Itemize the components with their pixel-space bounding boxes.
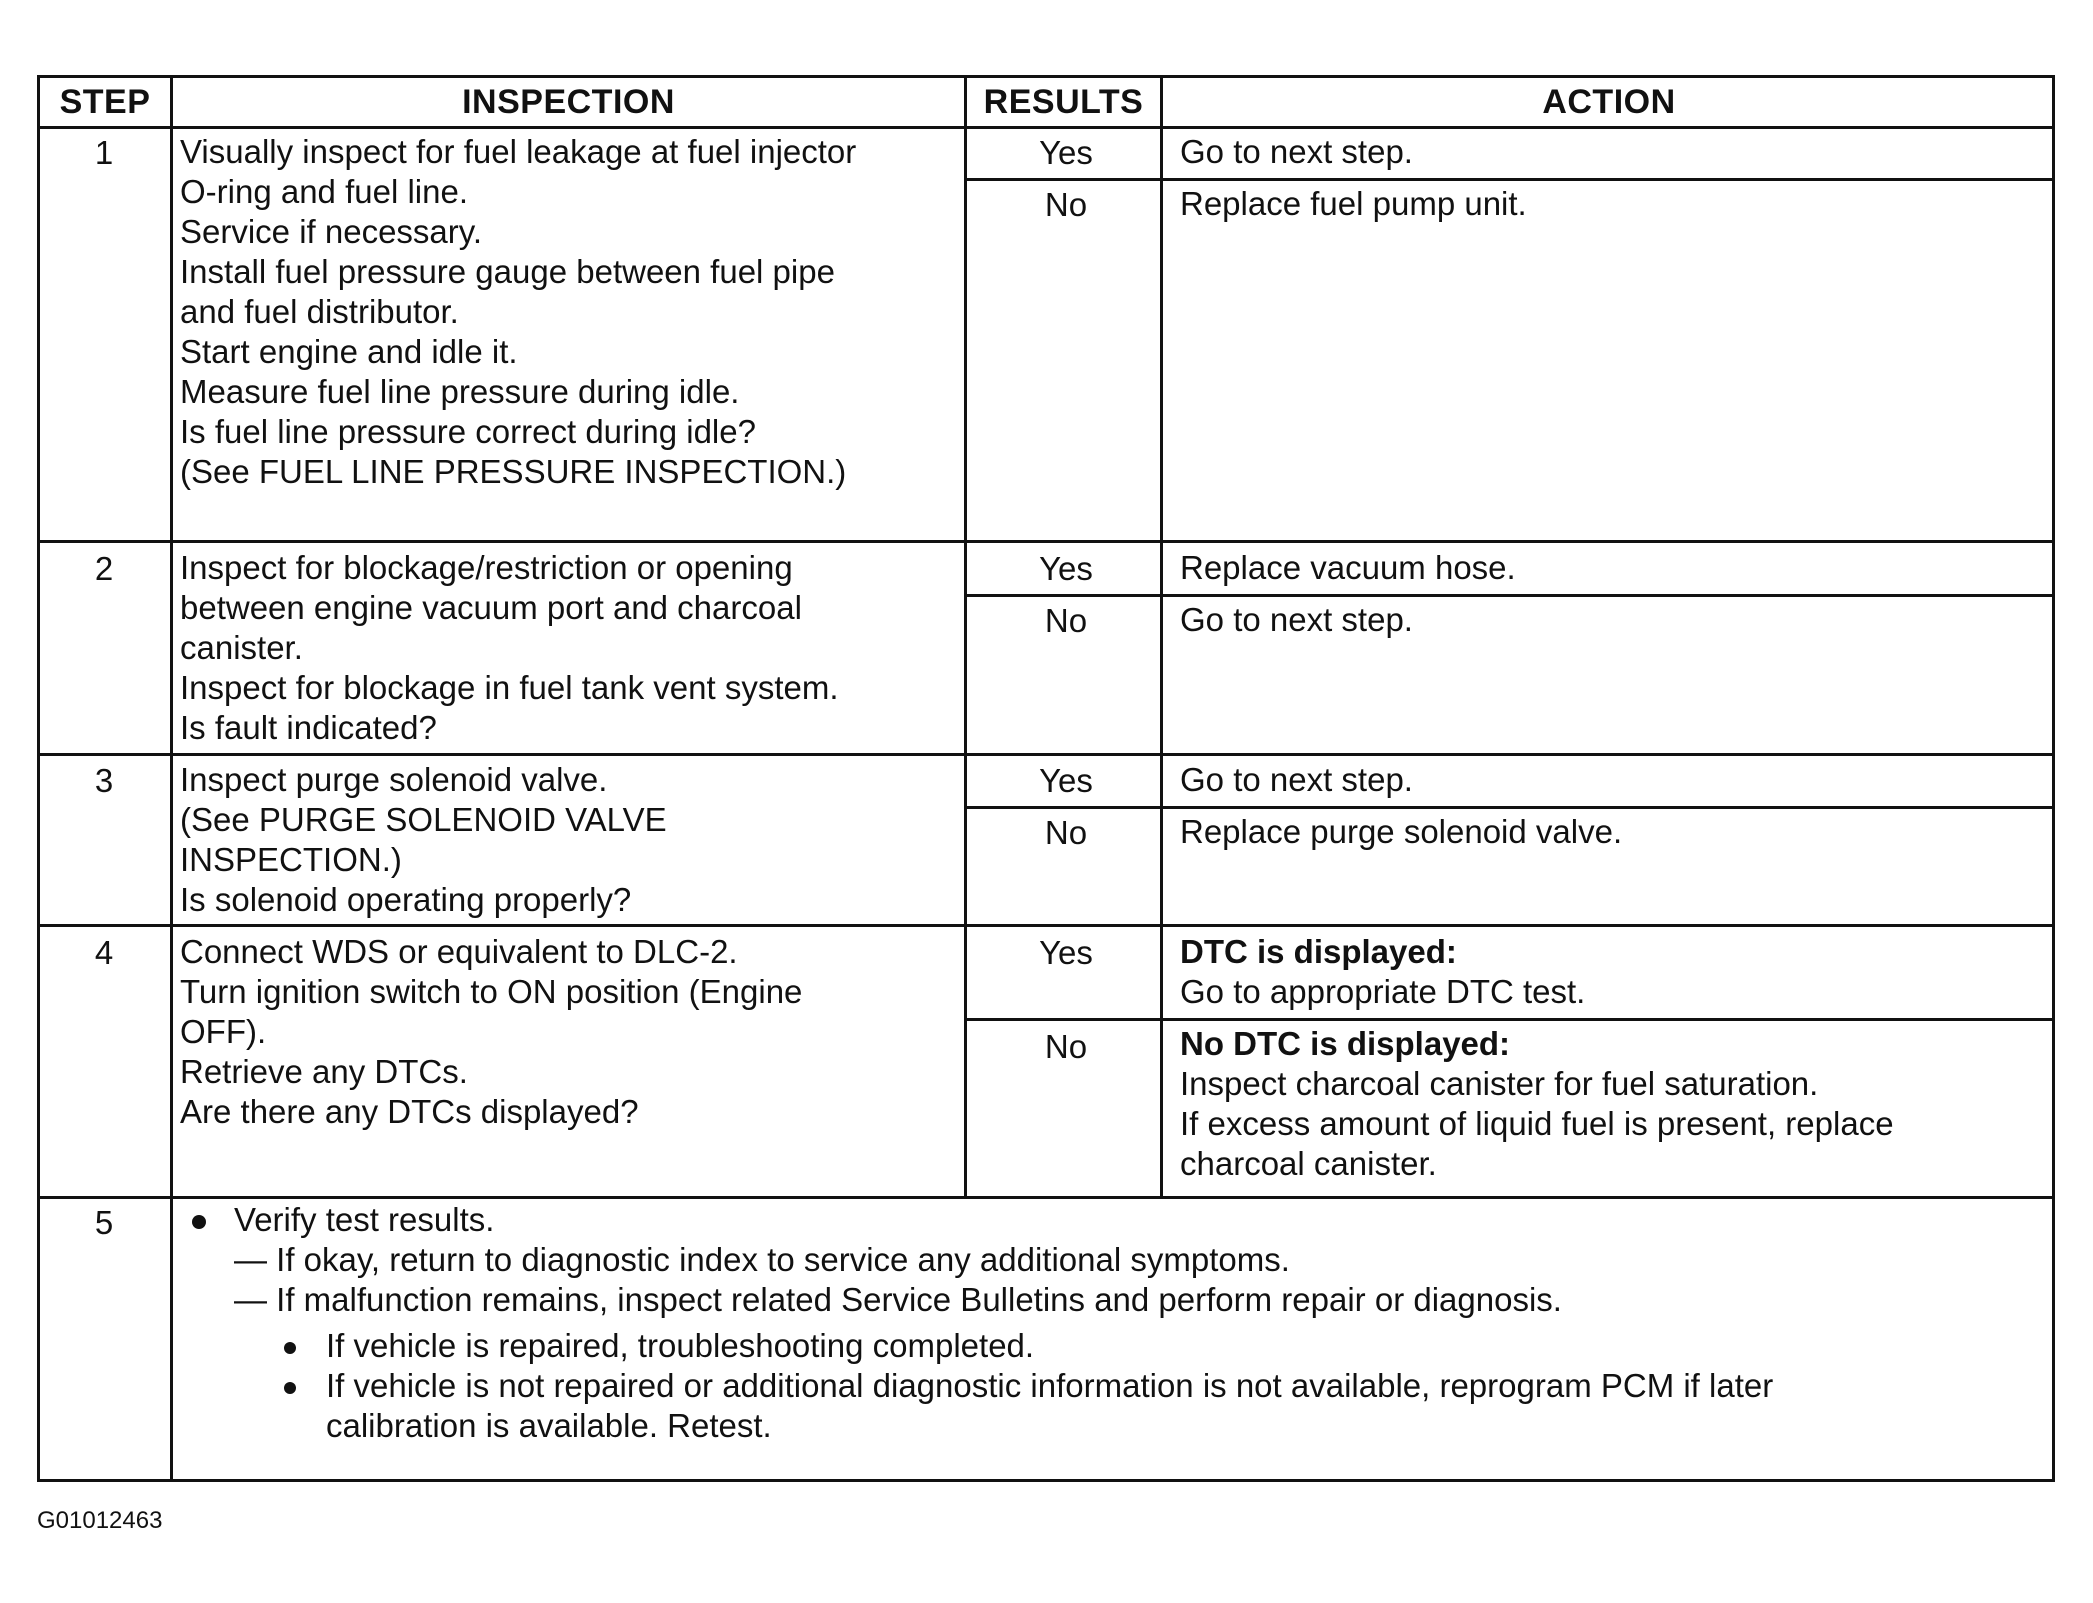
bullet-item — [180, 1200, 2040, 1240]
step-1-yes-no-divider — [964, 178, 2052, 181]
step-4-inspection — [180, 932, 960, 1132]
inspection-line: Connect WDS or equivalent to DLC-2. — [180, 933, 738, 970]
action-heading: No DTC is displayed: — [1180, 1025, 1511, 1062]
step-4-result-yes: Yes — [1039, 934, 1093, 971]
inspection-line: Inspect for blockage/restriction or opening — [180, 549, 793, 586]
header-divider — [40, 126, 2052, 129]
step-2-action-no: Go to next step. — [1180, 601, 1413, 638]
diagnostic-table — [37, 75, 2055, 1482]
col-divider-step — [170, 78, 173, 1479]
header-inspection: INSPECTION — [462, 83, 675, 121]
step-2-divider — [40, 753, 2052, 756]
inspection-line: Is solenoid operating properly? — [180, 881, 632, 918]
step-number-1: 1 — [94, 134, 114, 171]
inspection-line: Install fuel pressure gauge between fuel pipe — [180, 253, 835, 290]
inspection-line: canister. — [180, 629, 303, 666]
dash-item: — If okay, return to diagnostic index to service any additional symptoms. — [234, 1241, 1290, 1278]
inspection-line: and fuel distributor. — [180, 293, 459, 330]
dash-item: — If malfunction remains, inspect related Service Bulletins and perform repair or diagnosis. — [234, 1281, 1562, 1318]
col-divider-inspection — [964, 78, 967, 1196]
bullet-icon — [192, 1215, 206, 1229]
sub-bullet-item — [180, 1366, 2040, 1406]
step-3-result-yes: Yes — [1039, 762, 1093, 799]
step-4-divider — [40, 1196, 2052, 1199]
step-number-5: 5 — [94, 1204, 114, 1241]
step-3-inspection — [180, 760, 960, 920]
inspection-line: Start engine and idle it. — [180, 333, 518, 370]
step-2-result-yes: Yes — [1039, 550, 1093, 587]
step-number-4: 4 — [94, 934, 114, 971]
inspection-line: Visually inspect for fuel leakage at fuel injector — [180, 133, 857, 170]
bullet-icon — [284, 1382, 296, 1394]
inspection-line: Are there any DTCs displayed? — [180, 1093, 639, 1130]
action-line: charcoal canister. — [1180, 1145, 1437, 1182]
inspection-line: Is fault indicated? — [180, 709, 437, 746]
step-2-inspection — [180, 548, 960, 748]
step-1-divider — [40, 540, 2052, 543]
action-line: If excess amount of liquid fuel is present, replace — [1180, 1105, 1894, 1142]
step-number-2: 2 — [94, 550, 114, 587]
step-2-action-yes: Replace vacuum hose. — [1180, 549, 1516, 586]
step-4-action-no — [1180, 1024, 2040, 1184]
sub-bullet-text: If vehicle is not repaired or additional diagnostic information is not available, reprogram PCM if later — [326, 1367, 1774, 1404]
inspection-line: Service if necessary. — [180, 213, 482, 250]
step-3-divider — [40, 924, 2052, 927]
inspection-line: (See PURGE SOLENOID VALVE — [180, 801, 667, 838]
step-4-result-no: No — [1044, 1028, 1088, 1065]
step-1-result-yes: Yes — [1039, 134, 1093, 171]
inspection-line: Turn ignition switch to ON position (Engine — [180, 973, 803, 1010]
header-step: STEP — [59, 83, 151, 121]
inspection-line: (See FUEL LINE PRESSURE INSPECTION.) — [180, 453, 847, 490]
step-3-yes-no-divider — [964, 806, 2052, 809]
step-1-action-yes: Go to next step. — [1180, 133, 1413, 170]
step-4-action-yes — [1180, 932, 2040, 1012]
inspection-line: O-ring and fuel line. — [180, 173, 468, 210]
action-heading: DTC is displayed: — [1180, 933, 1457, 970]
step-1-inspection — [180, 132, 960, 492]
step-1-result-no: No — [1044, 186, 1088, 223]
inspection-line: Retrieve any DTCs. — [180, 1053, 468, 1090]
header-action: ACTION — [1542, 83, 1676, 121]
action-line: Go to appropriate DTC test. — [1180, 973, 1586, 1010]
step-2-result-no: No — [1044, 602, 1088, 639]
bullet-icon — [284, 1342, 296, 1354]
figure-id: G01012463 — [37, 1507, 163, 1534]
step-3-result-no: No — [1044, 814, 1088, 851]
step-1-action-no: Replace fuel pump unit. — [1180, 185, 1527, 222]
inspection-line: Is fuel line pressure correct during idle? — [180, 413, 756, 450]
inspection-line: Measure fuel line pressure during idle. — [180, 373, 740, 410]
sub-bullet-text: If vehicle is repaired, troubleshooting completed. — [326, 1327, 1035, 1364]
step-4-yes-no-divider — [964, 1018, 2052, 1021]
inspection-line: Inspect for blockage in fuel tank vent system. — [180, 669, 839, 706]
step-3-action-no: Replace purge solenoid valve. — [1180, 813, 1623, 850]
inspection-line: between engine vacuum port and charcoal — [180, 589, 802, 626]
inspection-line: OFF). — [180, 1013, 267, 1050]
sub-bullet-item — [180, 1326, 2040, 1366]
step-3-action-yes: Go to next step. — [1180, 761, 1413, 798]
inspection-line: Inspect purge solenoid valve. — [180, 761, 608, 798]
inspection-line: INSPECTION.) — [180, 841, 402, 878]
action-line: Inspect charcoal canister for fuel saturation. — [1180, 1065, 1819, 1102]
bullet-text: Verify test results. — [234, 1201, 495, 1238]
header-results: RESULTS — [983, 83, 1144, 121]
sub-bullet-continuation: calibration is available. Retest. — [326, 1407, 772, 1444]
step-number-3: 3 — [94, 762, 114, 799]
step-2-yes-no-divider — [964, 594, 2052, 597]
step-5-content — [180, 1200, 2040, 1446]
